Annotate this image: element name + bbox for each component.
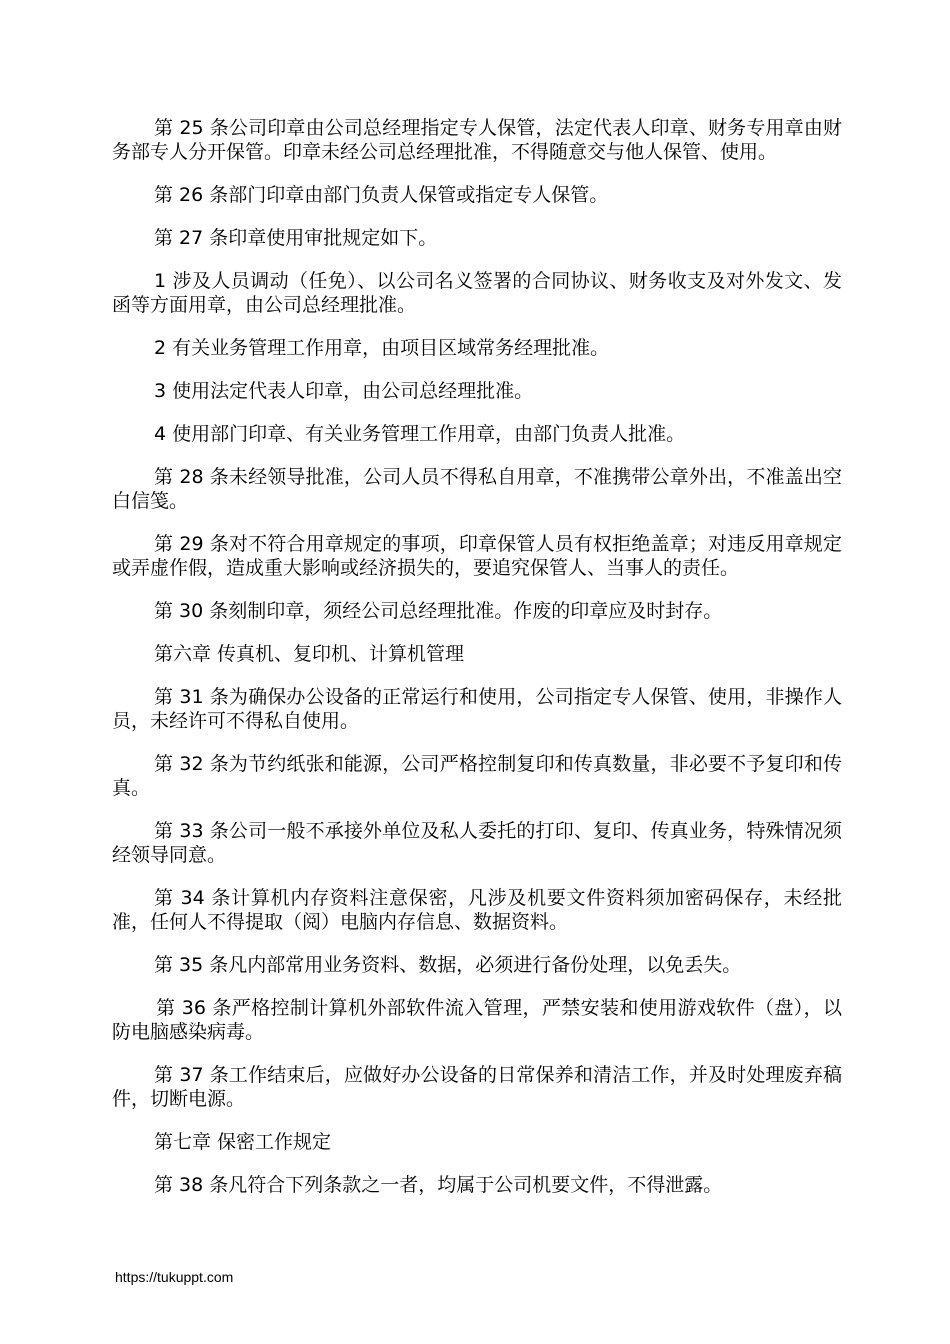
- footer-url: https://tukuppt.com: [115, 1269, 234, 1285]
- paragraph-item-3: 3 使用法定代表人印章，由公司总经理批准。: [154, 380, 534, 402]
- chapter-heading-7: 第七章 保密工作规定: [154, 1131, 332, 1153]
- paragraph-article-36: 第 36 条严格控制计算机外部软件流入管理，严禁安装和使用游戏软件（盘），以防电脑感染病毒。: [112, 997, 842, 1043]
- paragraph-article-28: 第 28 条未经领导批准，公司人员不得私自用章，不准携带公章外出，不准盖出空白信笺。: [112, 466, 842, 512]
- paragraph-article-29: 第 29 条对不符合用章规定的事项，印章保管人员有权拒绝盖章；对违反用章规定或弄虚作假，造成重大影响或经济损失的，要追究保管人、当事人的责任。: [112, 533, 842, 579]
- paragraph-article-38: 第 38 条凡符合下列条款之一者，均属于公司机要文件，不得泄露。: [154, 1174, 723, 1196]
- paragraph-article-30: 第 30 条刻制印章，须经公司总经理批准。作废的印章应及时封存。: [154, 600, 723, 622]
- paragraph-article-26: 第 26 条部门印章由部门负责人保管或指定专人保管。: [154, 184, 609, 206]
- paragraph-article-33: 第 33 条公司一般不承接外单位及私人委托的打印、复印、传真业务，特殊情况须经领导同意。: [112, 820, 842, 866]
- paragraph-article-31: 第 31 条为确保办公设备的正常运行和使用，公司指定专人保管、使用，非操作人员，未经许可不得私自使用。: [112, 686, 842, 732]
- chapter-heading-6: 第六章 传真机、复印机、计算机管理: [154, 643, 465, 665]
- paragraph-article-34: 第 34 条计算机内存资料注意保密，凡涉及机要文件资料须加密码保存，未经批准，任何人不得提取（阅）电脑内存信息、数据资料。: [112, 887, 842, 933]
- document-body: [112, 116, 842, 1197]
- paragraph-article-37: 第 37 条工作结束后，应做好办公设备的日常保养和清洁工作，并及时处理废弃稿件，切断电源。: [112, 1064, 842, 1110]
- paragraph-article-32: 第 32 条为节约纸张和能源，公司严格控制复印和传真数量，非必要不予复印和传真。: [112, 753, 842, 799]
- paragraph-article-25: 第 25 条公司印章由公司总经理指定专人保管，法定代表人印章、财务专用章由财务部专人分开保管。印章未经公司总经理批准，不得随意交与他人保管、使用。: [112, 117, 842, 163]
- paragraph-item-4: 4 使用部门印章、有关业务管理工作用章，由部门负责人批准。: [154, 423, 686, 445]
- paragraph-article-27: 第 27 条印章使用审批规定如下。: [154, 227, 438, 249]
- paragraph-article-35: 第 35 条凡内部常用业务资料、数据，必须进行备份处理，以免丢失。: [154, 954, 742, 976]
- paragraph-item-2: 2 有关业务管理工作用章，由项目区域常务经理批准。: [154, 337, 610, 359]
- paragraph-item-1: 1 涉及人员调动（任免）、以公司名义签署的合同协议、财务收支及对外发文、发函等方面用章，由公司总经理批准。: [112, 270, 842, 316]
